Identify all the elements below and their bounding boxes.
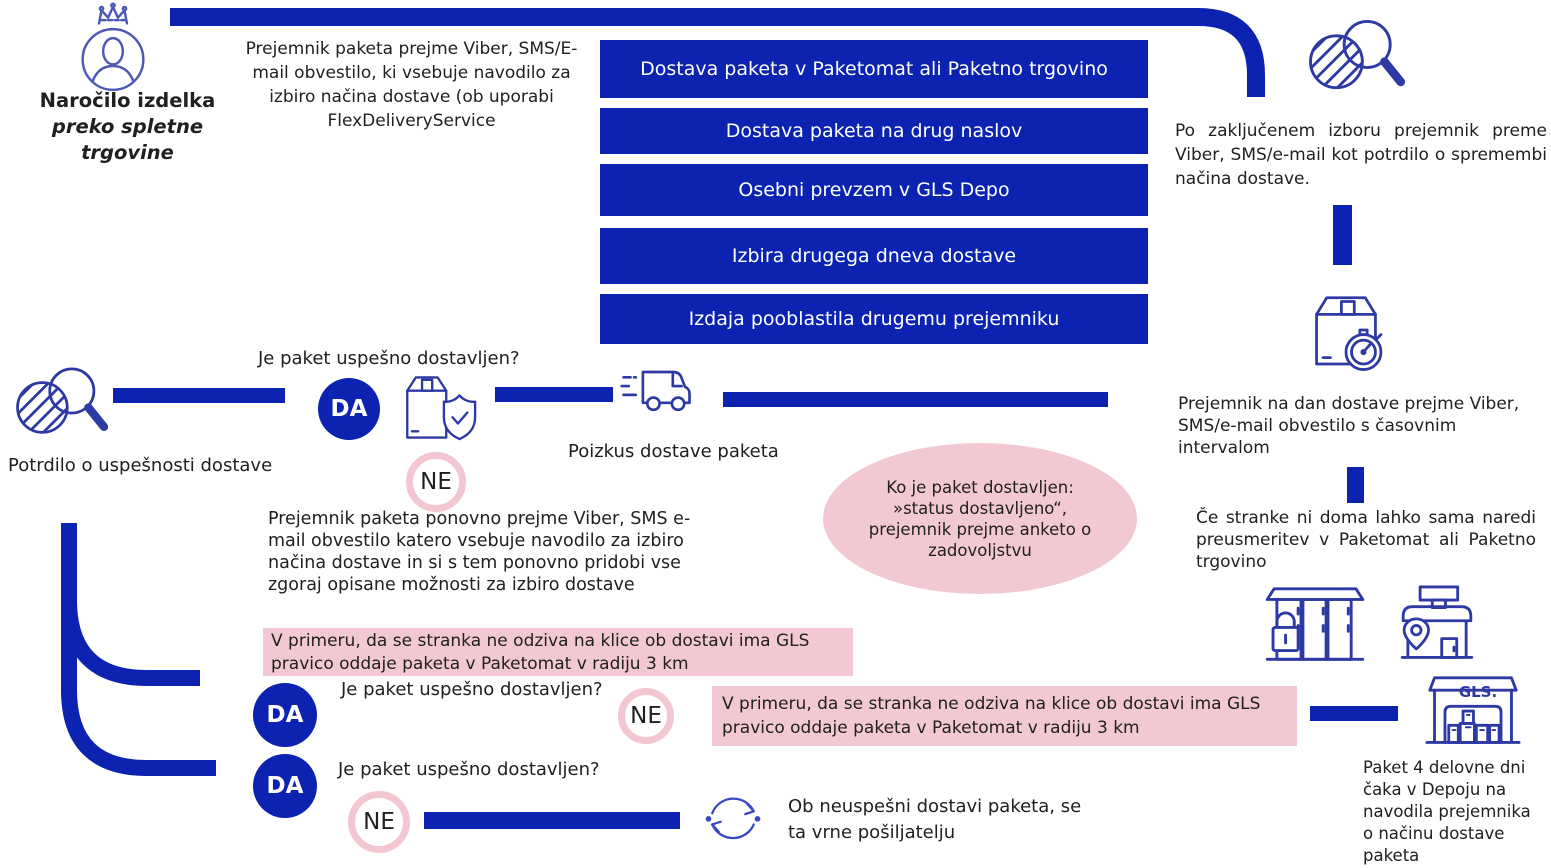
not-home-text: Če stranke ni doma lahko sama naredi preusmeritev v Paketomat ali Paketno trgovino — [1196, 508, 1536, 572]
option-box-other-address: Dostava paketa na drug naslov — [600, 108, 1148, 154]
option-box-authorization: Izdaja pooblastila drugemu prejemniku — [600, 294, 1148, 344]
decision-yes-2: DA — [253, 683, 317, 747]
parcel-shop-icon — [1390, 585, 1484, 665]
option-box-depot-pickup: Osebni prevzem v GLS Depo — [600, 164, 1148, 216]
decision-yes-1: DA — [318, 378, 380, 440]
survey-bubble-text: Ko je paket dostavljen: »status dostavljeno“, prejemnik prejme anketo o zadovoljstvu — [868, 477, 1092, 560]
connector-h2 — [495, 387, 613, 402]
question-1: Je paket uspešno dostavljen? — [258, 348, 520, 369]
connector-h3 — [723, 392, 1108, 407]
connector-h1 — [113, 388, 285, 403]
cycle-return-icon — [700, 783, 766, 849]
decision-no-3: NE — [348, 791, 410, 853]
connector-h4 — [1310, 706, 1398, 721]
gls-rule-box-2: V primeru, da se stranka ne odziva na klice ob dostavi ima GLS pravico oddaje paketa v Paketomat v radiju 3 km — [712, 686, 1297, 746]
start-label — [25, 88, 230, 166]
connector-v1 — [1333, 205, 1352, 265]
package-timer-icon — [1300, 282, 1392, 378]
retry-text: Prejemnik paketa ponovno prejme Viber, SMS e-mail obvestilo katero vsebuje navodilo za izbiro načina dostave in si s tem ponovno pridobi vse zgoraj opisane možnosti za izbiro dostave — [268, 509, 691, 595]
question-2: Je paket uspešno dostavljen? — [341, 679, 603, 700]
return-text: Ob neuspešni dostavi paketa, se ta vrne pošiljatelju — [788, 796, 1082, 843]
start-label-bold: Naročilo izdelka — [39, 89, 216, 112]
search-documents-icon — [1300, 8, 1418, 104]
gls-rule-box-1: V primeru, da se stranka ne odziva na klice ob dostavi ima GLS pravico oddaje paketa v Paketomat v radiju 3 km — [263, 628, 853, 676]
survey-bubble — [823, 443, 1137, 594]
paketomat-locker-icon — [1263, 585, 1367, 667]
package-shield-icon — [392, 372, 488, 450]
option-box-other-day: Izbira drugega dneva dostave — [600, 228, 1148, 284]
decision-no-1: NE — [406, 452, 466, 512]
decision-yes-3: DA — [253, 754, 317, 818]
depot-wait-text: Paket 4 delovne dni čaka v Depoju na navodila prejemnika o načinu dostave paketa — [1363, 758, 1531, 865]
left-flow-connector — [55, 515, 235, 805]
option-box-paketomat: Dostava paketa v Paketomat ali Paketno trgovino — [600, 40, 1148, 98]
start-label-italic: preko spletne trgovine — [51, 115, 204, 164]
customer-crown-icon — [72, 2, 154, 94]
confirmation-text: Po zaključenem izboru prejemnik preme Viber, SMS/e-mail kot potrdilo o spremembi načina dostave. — [1175, 121, 1547, 189]
connector-v2 — [1347, 467, 1364, 503]
connector-h5 — [424, 812, 680, 829]
search-documents-icon — [8, 356, 120, 448]
question-3: Je paket uspešno dostavljen? — [338, 759, 600, 780]
delivery-day-text: Prejemnik na dan dostave prejme Viber, SMS/e-mail obvestilo s časovnim intervalom — [1178, 394, 1520, 458]
gls-depot-sign: GLS. — [1458, 683, 1498, 701]
notify-text: Prejemnik paketa prejme Viber, SMS/E-mail obvestilo, ki vsebuje navodilo za izbiro načina dostave (ob uporabi FlexDeliveryService — [245, 39, 578, 131]
delivery-truck-icon — [620, 362, 708, 426]
decision-no-2: NE — [618, 688, 674, 744]
success-label: Potrdilo o uspešnosti dostave — [8, 455, 273, 476]
attempt-label: Poizkus dostave paketa — [568, 441, 779, 462]
